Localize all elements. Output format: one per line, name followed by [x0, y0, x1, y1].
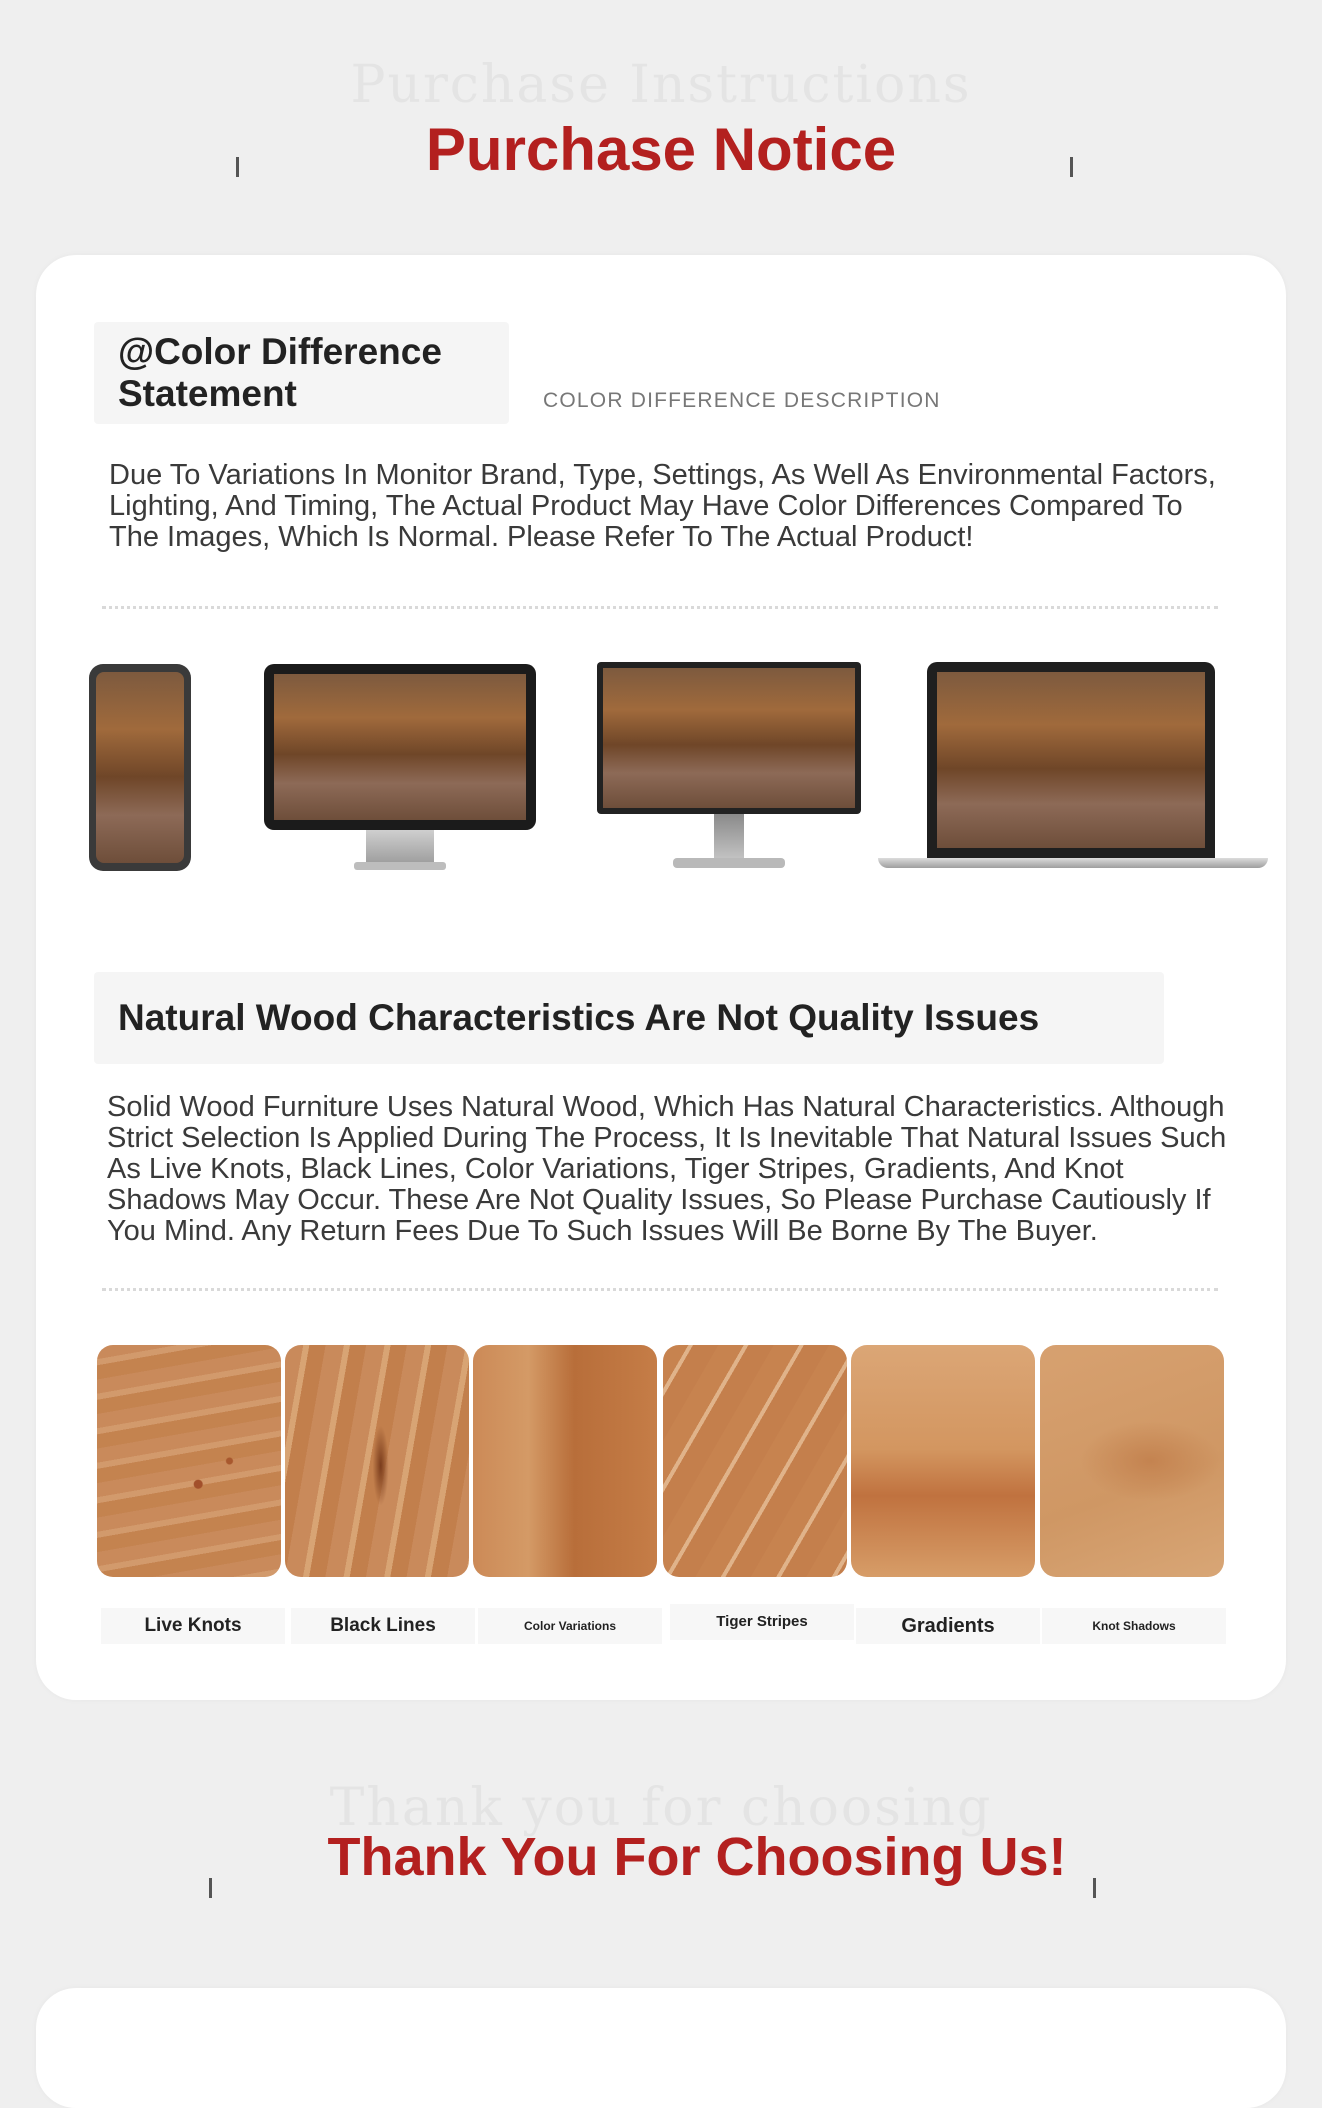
- wood-sample-gradients: [851, 1345, 1035, 1577]
- wood-heading-box: [94, 972, 1164, 1064]
- divider: [102, 1288, 1218, 1291]
- wood-label: Black Lines: [291, 1608, 475, 1644]
- monitor-icon: [597, 662, 861, 872]
- title-tick-right: [1070, 157, 1073, 177]
- wood-sample-black-lines: [285, 1345, 469, 1577]
- color-heading-box: [94, 322, 509, 424]
- ghost-footer-title: Thank you for choosing: [329, 1778, 993, 1838]
- color-heading: @Color Difference Statement: [118, 331, 442, 414]
- title-tick-left: [209, 1878, 212, 1898]
- wood-description: Solid Wood Furniture Uses Natural Wood, Which Has Natural Characteristics. Although Strict Selection Is Applied During The Process, It Is Inevitable That Natural Issues Such As Live Knots, Black Lines, Color Variations, Tiger Stripes, Gradients, And Knot Shadows May Occur. These Are Not Quality Issues, So Please Purchase Cautiously If You Mind. Any Return Fees Due To Such Issues Will Be Borne By The Buyer.: [107, 1091, 1227, 1247]
- wood-label: Tiger Stripes: [670, 1604, 854, 1640]
- wood-heading: Natural Wood Characteristics Are Not Quality Issues: [118, 997, 1040, 1038]
- color-description: Due To Variations In Monitor Brand, Type, Settings, As Well As Environmental Factors, Lighting, And Timing, The Actual Product May Have Color Differences Compared To The Images, Which Is Normal. Please Refer To The Actual Product!: [109, 459, 1216, 553]
- divider: [102, 606, 1218, 609]
- title-tick-left: [236, 157, 239, 177]
- wood-sample-tiger-stripes: [663, 1345, 847, 1577]
- page-title: Purchase Notice: [425, 116, 897, 183]
- wood-sample-knot-shadows: [1040, 1345, 1224, 1577]
- wood-label: Gradients: [856, 1608, 1040, 1644]
- wood-label: Color Variations: [478, 1608, 662, 1644]
- title-tick-right: [1093, 1878, 1096, 1898]
- wood-sample-live-knots: [97, 1345, 281, 1577]
- imac-icon: [264, 664, 536, 872]
- wood-label: Live Knots: [101, 1608, 285, 1644]
- next-card: [36, 1988, 1286, 2108]
- phone-icon: [89, 664, 191, 871]
- ghost-header-title: Purchase Instructions: [350, 55, 972, 115]
- color-subtitle: COLOR DIFFERENCE DESCRIPTION: [543, 389, 941, 412]
- wood-sample-color-variations: [473, 1345, 657, 1577]
- wood-label: Knot Shadows: [1042, 1608, 1226, 1644]
- laptop-icon: [878, 662, 1268, 872]
- thank-you-title: Thank You For Choosing Us!: [327, 1827, 1067, 1887]
